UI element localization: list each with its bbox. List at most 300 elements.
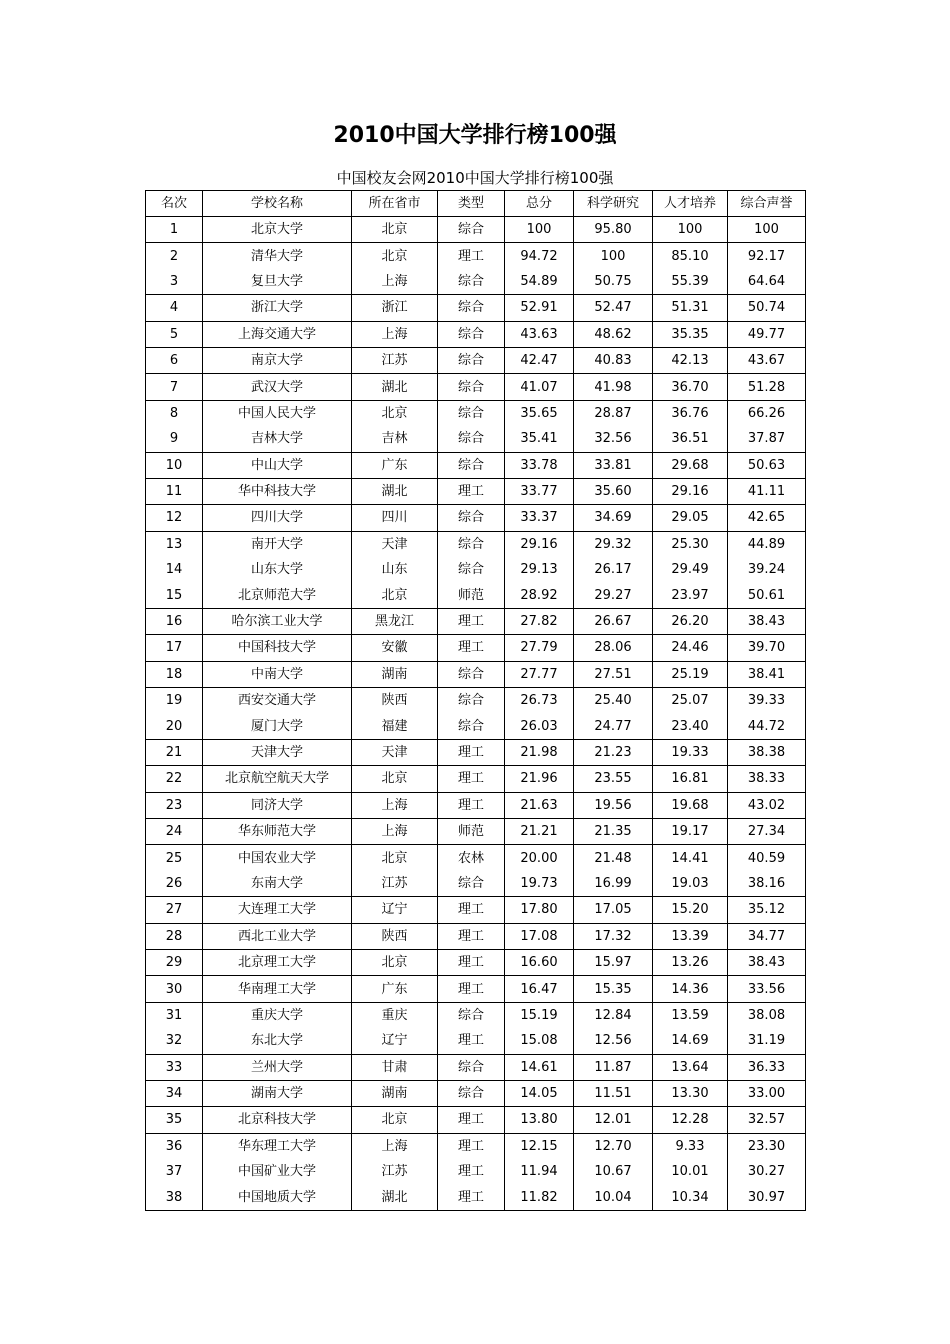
cell-school-name: 中国人民大学 (203, 400, 352, 426)
cell-research: 12.70 (574, 1133, 653, 1159)
table-row (146, 374, 806, 400)
cell-total-score: 21.98 (505, 739, 574, 765)
cell-school-name: 南京大学 (203, 347, 352, 373)
cell-reputation: 34.77 (728, 923, 806, 949)
cell-province: 浙江 (352, 295, 438, 321)
cell-reputation: 33.00 (728, 1080, 806, 1106)
table-row (146, 217, 806, 243)
cell-rank: 11 (146, 478, 203, 504)
cell-total-score: 28.92 (505, 582, 574, 608)
cell-reputation: 38.16 (728, 871, 806, 897)
cell-total-score: 27.79 (505, 635, 574, 661)
table-row (146, 1107, 806, 1133)
cell-type: 综合 (438, 713, 505, 739)
cell-research: 12.84 (574, 1002, 653, 1028)
cell-rank: 10 (146, 452, 203, 478)
table-row (146, 845, 806, 871)
cell-talent-training: 14.36 (653, 976, 728, 1002)
cell-reputation: 38.41 (728, 661, 806, 687)
table-row (146, 976, 806, 1002)
cell-research: 25.40 (574, 688, 653, 714)
cell-rank: 9 (146, 426, 203, 452)
cell-talent-training: 19.33 (653, 739, 728, 765)
cell-research: 50.75 (574, 269, 653, 295)
cell-school-name: 北京大学 (203, 217, 352, 243)
table-row (146, 871, 806, 897)
cell-type: 综合 (438, 661, 505, 687)
cell-province: 重庆 (352, 1002, 438, 1028)
cell-province: 湖南 (352, 1080, 438, 1106)
cell-research: 10.04 (574, 1184, 653, 1210)
cell-school-name: 西北工业大学 (203, 923, 352, 949)
cell-talent-training: 51.31 (653, 295, 728, 321)
cell-reputation: 43.67 (728, 347, 806, 373)
cell-province: 安徽 (352, 635, 438, 661)
cell-type: 理工 (438, 923, 505, 949)
table-row (146, 1080, 806, 1106)
cell-talent-training: 13.26 (653, 949, 728, 975)
cell-province: 江苏 (352, 871, 438, 897)
table-row (146, 766, 806, 792)
table-row (146, 688, 806, 714)
cell-type: 理工 (438, 949, 505, 975)
table-row (146, 269, 806, 295)
cell-type: 综合 (438, 505, 505, 531)
cell-research: 33.81 (574, 452, 653, 478)
cell-research: 15.97 (574, 949, 653, 975)
cell-research: 32.56 (574, 426, 653, 452)
table-row (146, 818, 806, 844)
cell-research: 16.99 (574, 871, 653, 897)
cell-school-name: 吉林大学 (203, 426, 352, 452)
table-row (146, 661, 806, 687)
cell-reputation: 38.08 (728, 1002, 806, 1028)
cell-school-name: 同济大学 (203, 792, 352, 818)
cell-reputation: 31.19 (728, 1028, 806, 1054)
cell-school-name: 北京师范大学 (203, 582, 352, 608)
table-row (146, 1054, 806, 1080)
cell-rank: 23 (146, 792, 203, 818)
cell-total-score: 54.89 (505, 269, 574, 295)
cell-school-name: 中国农业大学 (203, 845, 352, 871)
cell-rank: 8 (146, 400, 203, 426)
cell-research: 12.56 (574, 1028, 653, 1054)
cell-total-score: 42.47 (505, 347, 574, 373)
table-row (146, 713, 806, 739)
cell-reputation: 39.24 (728, 557, 806, 582)
cell-province: 甘肃 (352, 1054, 438, 1080)
cell-province: 广东 (352, 452, 438, 478)
cell-type: 综合 (438, 321, 505, 347)
cell-type: 综合 (438, 295, 505, 321)
cell-reputation: 42.65 (728, 505, 806, 531)
cell-reputation: 30.27 (728, 1159, 806, 1184)
cell-talent-training: 26.20 (653, 608, 728, 634)
cell-reputation: 23.30 (728, 1133, 806, 1159)
cell-total-score: 13.80 (505, 1107, 574, 1133)
cell-talent-training: 36.51 (653, 426, 728, 452)
cell-talent-training: 29.68 (653, 452, 728, 478)
cell-reputation: 66.26 (728, 400, 806, 426)
cell-reputation: 38.38 (728, 739, 806, 765)
cell-rank: 27 (146, 897, 203, 923)
cell-total-score: 14.61 (505, 1054, 574, 1080)
cell-rank: 5 (146, 321, 203, 347)
cell-reputation: 100 (728, 217, 806, 243)
cell-rank: 1 (146, 217, 203, 243)
cell-total-score: 14.05 (505, 1080, 574, 1106)
cell-province: 吉林 (352, 426, 438, 452)
cell-talent-training: 29.49 (653, 557, 728, 582)
cell-total-score: 33.37 (505, 505, 574, 531)
cell-province: 上海 (352, 818, 438, 844)
cell-type: 综合 (438, 374, 505, 400)
cell-rank: 15 (146, 582, 203, 608)
cell-research: 28.87 (574, 400, 653, 426)
cell-type: 农林 (438, 845, 505, 871)
cell-total-score: 21.96 (505, 766, 574, 792)
cell-rank: 7 (146, 374, 203, 400)
cell-reputation: 39.70 (728, 635, 806, 661)
cell-research: 21.23 (574, 739, 653, 765)
cell-type: 综合 (438, 1080, 505, 1106)
cell-talent-training: 19.17 (653, 818, 728, 844)
table-row (146, 531, 806, 557)
cell-talent-training: 15.20 (653, 897, 728, 923)
cell-rank: 20 (146, 713, 203, 739)
cell-reputation: 44.89 (728, 531, 806, 557)
cell-reputation: 92.17 (728, 243, 806, 269)
header-province: 所在省市 (352, 191, 438, 217)
cell-type: 综合 (438, 426, 505, 452)
cell-talent-training: 13.59 (653, 1002, 728, 1028)
cell-talent-training: 29.05 (653, 505, 728, 531)
cell-total-score: 17.08 (505, 923, 574, 949)
cell-talent-training: 23.97 (653, 582, 728, 608)
cell-talent-training: 16.81 (653, 766, 728, 792)
cell-school-name: 北京科技大学 (203, 1107, 352, 1133)
cell-province: 北京 (352, 582, 438, 608)
cell-province: 北京 (352, 845, 438, 871)
cell-type: 综合 (438, 688, 505, 714)
table-row (146, 897, 806, 923)
table-row (146, 1184, 806, 1210)
cell-rank: 19 (146, 688, 203, 714)
cell-research: 24.77 (574, 713, 653, 739)
cell-total-score: 43.63 (505, 321, 574, 347)
cell-research: 100 (574, 243, 653, 269)
cell-province: 陕西 (352, 688, 438, 714)
cell-research: 35.60 (574, 478, 653, 504)
cell-rank: 12 (146, 505, 203, 531)
cell-talent-training: 14.69 (653, 1028, 728, 1054)
cell-rank: 35 (146, 1107, 203, 1133)
cell-type: 理工 (438, 635, 505, 661)
header-total-score: 总分 (505, 191, 574, 217)
cell-province: 陕西 (352, 923, 438, 949)
cell-talent-training: 19.68 (653, 792, 728, 818)
cell-type: 理工 (438, 1184, 505, 1210)
cell-school-name: 中国矿业大学 (203, 1159, 352, 1184)
cell-type: 师范 (438, 582, 505, 608)
cell-reputation: 50.63 (728, 452, 806, 478)
cell-rank: 6 (146, 347, 203, 373)
cell-school-name: 大连理工大学 (203, 897, 352, 923)
cell-reputation: 32.57 (728, 1107, 806, 1133)
cell-reputation: 51.28 (728, 374, 806, 400)
cell-total-score: 26.73 (505, 688, 574, 714)
cell-type: 理工 (438, 897, 505, 923)
cell-total-score: 20.00 (505, 845, 574, 871)
cell-school-name: 哈尔滨工业大学 (203, 608, 352, 634)
cell-rank: 30 (146, 976, 203, 1002)
cell-province: 辽宁 (352, 1028, 438, 1054)
cell-province: 湖北 (352, 478, 438, 504)
table-row (146, 1133, 806, 1159)
cell-province: 江苏 (352, 1159, 438, 1184)
cell-type: 师范 (438, 818, 505, 844)
cell-research: 29.27 (574, 582, 653, 608)
document-title: 2010中国大学排行榜100强 (333, 123, 617, 148)
ranking-table (145, 190, 806, 1211)
cell-rank: 34 (146, 1080, 203, 1106)
cell-school-name: 北京理工大学 (203, 949, 352, 975)
cell-research: 11.51 (574, 1080, 653, 1106)
cell-province: 湖北 (352, 374, 438, 400)
cell-reputation: 33.56 (728, 976, 806, 1002)
cell-talent-training: 10.01 (653, 1159, 728, 1184)
cell-reputation: 30.97 (728, 1184, 806, 1210)
cell-type: 理工 (438, 478, 505, 504)
cell-total-score: 27.82 (505, 608, 574, 634)
cell-total-score: 26.03 (505, 713, 574, 739)
cell-type: 综合 (438, 217, 505, 243)
cell-talent-training: 24.46 (653, 635, 728, 661)
cell-total-score: 16.47 (505, 976, 574, 1002)
cell-province: 湖北 (352, 1184, 438, 1210)
cell-school-name: 清华大学 (203, 243, 352, 269)
table-row (146, 923, 806, 949)
table-row (146, 557, 806, 582)
cell-type: 理工 (438, 766, 505, 792)
cell-total-score: 19.73 (505, 871, 574, 897)
header-school-name: 学校名称 (203, 191, 352, 217)
cell-research: 34.69 (574, 505, 653, 531)
table-row (146, 347, 806, 373)
cell-province: 黑龙江 (352, 608, 438, 634)
cell-school-name: 山东大学 (203, 557, 352, 582)
cell-rank: 26 (146, 871, 203, 897)
table-row (146, 243, 806, 269)
cell-talent-training: 19.03 (653, 871, 728, 897)
header-talent-training: 人才培养 (653, 191, 728, 217)
cell-research: 15.35 (574, 976, 653, 1002)
cell-total-score: 21.21 (505, 818, 574, 844)
cell-school-name: 上海交通大学 (203, 321, 352, 347)
cell-province: 辽宁 (352, 897, 438, 923)
cell-school-name: 四川大学 (203, 505, 352, 531)
table-row (146, 426, 806, 452)
cell-talent-training: 36.70 (653, 374, 728, 400)
cell-total-score: 16.60 (505, 949, 574, 975)
cell-total-score: 17.80 (505, 897, 574, 923)
cell-province: 广东 (352, 976, 438, 1002)
cell-type: 综合 (438, 400, 505, 426)
cell-research: 27.51 (574, 661, 653, 687)
cell-research: 28.06 (574, 635, 653, 661)
cell-province: 福建 (352, 713, 438, 739)
cell-total-score: 52.91 (505, 295, 574, 321)
cell-research: 17.32 (574, 923, 653, 949)
cell-province: 上海 (352, 269, 438, 295)
cell-school-name: 东北大学 (203, 1028, 352, 1054)
cell-rank: 36 (146, 1133, 203, 1159)
cell-school-name: 浙江大学 (203, 295, 352, 321)
cell-total-score: 27.77 (505, 661, 574, 687)
cell-school-name: 华东师范大学 (203, 818, 352, 844)
cell-type: 理工 (438, 1159, 505, 1184)
table-row (146, 452, 806, 478)
cell-talent-training: 9.33 (653, 1133, 728, 1159)
cell-province: 北京 (352, 1107, 438, 1133)
cell-school-name: 重庆大学 (203, 1002, 352, 1028)
cell-total-score: 33.77 (505, 478, 574, 504)
cell-total-score: 12.15 (505, 1133, 574, 1159)
cell-talent-training: 25.07 (653, 688, 728, 714)
cell-total-score: 21.63 (505, 792, 574, 818)
cell-province: 上海 (352, 792, 438, 818)
cell-reputation: 43.02 (728, 792, 806, 818)
cell-school-name: 湖南大学 (203, 1080, 352, 1106)
cell-reputation: 49.77 (728, 321, 806, 347)
table-row (146, 792, 806, 818)
cell-research: 41.98 (574, 374, 653, 400)
cell-total-score: 15.19 (505, 1002, 574, 1028)
table-row (146, 739, 806, 765)
cell-talent-training: 55.39 (653, 269, 728, 295)
cell-total-score: 35.41 (505, 426, 574, 452)
cell-research: 40.83 (574, 347, 653, 373)
cell-school-name: 天津大学 (203, 739, 352, 765)
cell-research: 17.05 (574, 897, 653, 923)
table-row (146, 1002, 806, 1028)
cell-talent-training: 100 (653, 217, 728, 243)
cell-province: 江苏 (352, 347, 438, 373)
cell-province: 天津 (352, 531, 438, 557)
cell-talent-training: 13.30 (653, 1080, 728, 1106)
cell-type: 理工 (438, 243, 505, 269)
cell-total-score: 29.13 (505, 557, 574, 582)
cell-type: 综合 (438, 347, 505, 373)
cell-talent-training: 10.34 (653, 1184, 728, 1210)
header-rank: 名次 (146, 191, 203, 217)
table-row (146, 505, 806, 531)
cell-reputation: 38.43 (728, 949, 806, 975)
cell-province: 天津 (352, 739, 438, 765)
cell-talent-training: 36.76 (653, 400, 728, 426)
table-row (146, 1159, 806, 1184)
cell-rank: 4 (146, 295, 203, 321)
cell-type: 理工 (438, 608, 505, 634)
table-header-row (146, 191, 806, 217)
cell-rank: 21 (146, 739, 203, 765)
table-row (146, 949, 806, 975)
cell-school-name: 中国科技大学 (203, 635, 352, 661)
cell-research: 48.62 (574, 321, 653, 347)
header-reputation: 综合声誉 (728, 191, 806, 217)
cell-school-name: 东南大学 (203, 871, 352, 897)
cell-school-name: 复旦大学 (203, 269, 352, 295)
cell-total-score: 33.78 (505, 452, 574, 478)
cell-type: 综合 (438, 557, 505, 582)
cell-research: 52.47 (574, 295, 653, 321)
cell-research: 11.87 (574, 1054, 653, 1080)
table-row (146, 1028, 806, 1054)
cell-province: 北京 (352, 243, 438, 269)
cell-school-name: 华南理工大学 (203, 976, 352, 1002)
cell-rank: 2 (146, 243, 203, 269)
cell-reputation: 36.33 (728, 1054, 806, 1080)
cell-reputation: 35.12 (728, 897, 806, 923)
cell-rank: 18 (146, 661, 203, 687)
cell-reputation: 37.87 (728, 426, 806, 452)
cell-type: 综合 (438, 452, 505, 478)
cell-school-name: 华中科技大学 (203, 478, 352, 504)
table-row (146, 582, 806, 608)
cell-talent-training: 25.19 (653, 661, 728, 687)
table-row (146, 400, 806, 426)
cell-research: 10.67 (574, 1159, 653, 1184)
cell-reputation: 44.72 (728, 713, 806, 739)
cell-talent-training: 13.64 (653, 1054, 728, 1080)
cell-school-name: 武汉大学 (203, 374, 352, 400)
cell-school-name: 厦门大学 (203, 713, 352, 739)
cell-reputation: 64.64 (728, 269, 806, 295)
cell-school-name: 南开大学 (203, 531, 352, 557)
cell-talent-training: 23.40 (653, 713, 728, 739)
cell-rank: 14 (146, 557, 203, 582)
cell-reputation: 38.33 (728, 766, 806, 792)
cell-province: 上海 (352, 1133, 438, 1159)
cell-province: 北京 (352, 766, 438, 792)
cell-talent-training: 29.16 (653, 478, 728, 504)
cell-school-name: 中南大学 (203, 661, 352, 687)
cell-rank: 33 (146, 1054, 203, 1080)
cell-rank: 16 (146, 608, 203, 634)
table-row (146, 478, 806, 504)
cell-rank: 38 (146, 1184, 203, 1210)
cell-total-score: 100 (505, 217, 574, 243)
cell-total-score: 35.65 (505, 400, 574, 426)
cell-talent-training: 12.28 (653, 1107, 728, 1133)
cell-type: 综合 (438, 1002, 505, 1028)
cell-type: 理工 (438, 1133, 505, 1159)
cell-rank: 31 (146, 1002, 203, 1028)
cell-talent-training: 14.41 (653, 845, 728, 871)
cell-type: 综合 (438, 871, 505, 897)
table-row (146, 321, 806, 347)
cell-type: 理工 (438, 792, 505, 818)
cell-school-name: 华东理工大学 (203, 1133, 352, 1159)
cell-research: 19.56 (574, 792, 653, 818)
cell-reputation: 38.43 (728, 608, 806, 634)
cell-talent-training: 35.35 (653, 321, 728, 347)
cell-rank: 13 (146, 531, 203, 557)
cell-rank: 25 (146, 845, 203, 871)
cell-research: 26.67 (574, 608, 653, 634)
cell-rank: 28 (146, 923, 203, 949)
cell-research: 26.17 (574, 557, 653, 582)
